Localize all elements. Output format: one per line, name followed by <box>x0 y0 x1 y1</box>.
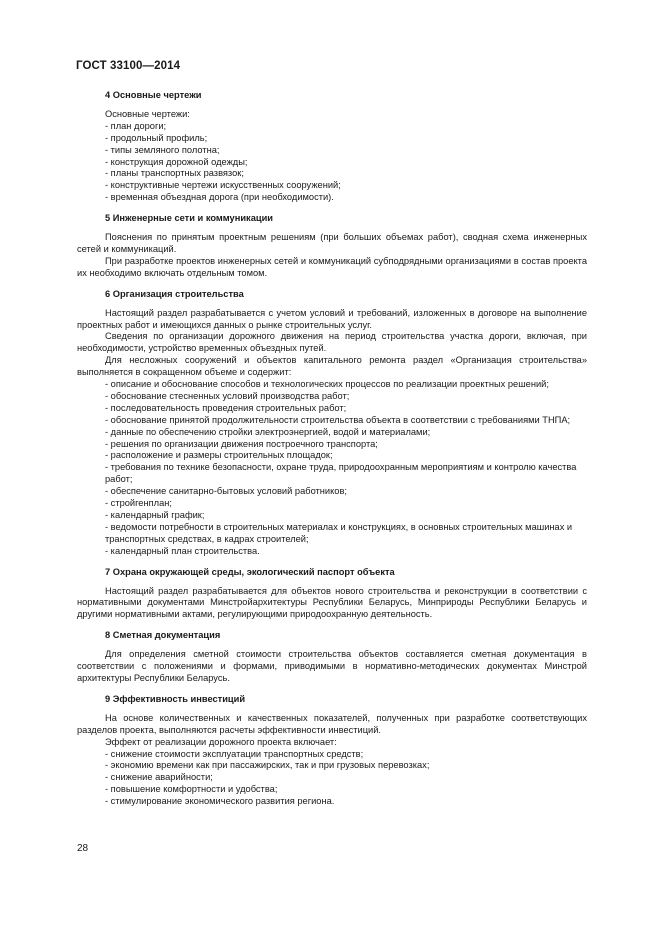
section-heading: 5 Инженерные сети и коммуникации <box>105 213 274 224</box>
section-lead: Эффект от реализации дорожного проекта включает: <box>105 736 337 747</box>
paragraphs <box>77 713 587 737</box>
paragraph: При разработке проектов инженерных сетей и коммуникаций субподрядными организациями в состав проекта их необходимо включать отдельным томом. <box>77 255 587 278</box>
document-code: ГОСТ 33100—2014 <box>76 60 181 72</box>
page-number: 28 <box>77 843 89 854</box>
list-item: - стимулирование экономического развития региона. <box>105 796 335 807</box>
list-item: - требования по технике безопасности, охране труда, природоохранным мероприятиям и контролю качества работ; <box>105 462 577 485</box>
section-heading: 9 Эффективность инвестиций <box>105 693 246 704</box>
paragraph: На основе количественных и качественных показателей, полученных при разработке соответствующих разделов проекта, выполняются расчеты эффективности инвестиций. <box>77 712 587 735</box>
list-item: - календарный график; <box>105 510 205 520</box>
list-item: - решения по организации движения построечного транспорта; <box>105 438 378 449</box>
list-item: - временная объездная дорога (при необходимости). <box>105 192 334 203</box>
list-item: - стройгенплан; <box>105 498 172 509</box>
list-item: - данные по обеспечению стройки электроэнергией, водой и материалами; <box>105 426 431 437</box>
paragraphs <box>77 232 587 280</box>
section-environment-protection <box>77 567 587 622</box>
section-heading: 8 Сметная документация <box>105 630 221 641</box>
drawings-list <box>77 121 587 204</box>
effects-list <box>77 749 587 809</box>
list-item: - повышение комфортности и удобства; <box>105 784 278 795</box>
section-heading: 4 Основные чертежи <box>105 90 202 100</box>
paragraph: Настоящий раздел разрабатывается для объектов нового строительства и реконструкции в соответствии с нормативными документами Минстройархитектуры Республики Беларусь, Минприроды Республики Беларусь и другими нормативными актами, регулирующими природоохранную деятельность. <box>77 585 587 620</box>
paragraph: Пояснения по принятым проектным решениям (при больших объемах работ), сводная схема инженерных сетей и коммуникаций. <box>77 232 587 254</box>
list-item: - планы транспортных развязок; <box>105 168 244 179</box>
paragraphs <box>77 586 587 622</box>
paragraphs <box>77 649 587 685</box>
section-heading: 7 Охрана окружающей среды, экологический паспорт объекта <box>105 566 395 577</box>
construction-items-list <box>77 379 587 558</box>
list-item: - обоснование стесненных условий производства работ; <box>105 390 350 401</box>
section-estimate-documentation <box>77 630 587 685</box>
list-item: - экономию времени как при пассажирских, так и при грузовых перевозках; <box>105 760 430 771</box>
section-lead: Основные чертежи: <box>105 108 190 119</box>
list-item: - конструктивные чертежи искусственных сооружений; <box>105 180 341 191</box>
section-investment-efficiency <box>77 694 587 808</box>
list-item: - календарный план строительства. <box>105 545 260 556</box>
section-heading: 6 Организация строительства <box>105 288 244 299</box>
list-item: - описание и обоснование способов и технологических процессов по реализации проектных решений; <box>105 379 549 390</box>
list-item: - снижение стоимости эксплуатации транспортных средств; <box>105 748 364 759</box>
section-main-drawings <box>77 90 587 204</box>
list-item: - конструкция дорожной одежды; <box>105 156 248 167</box>
page-body <box>77 90 587 817</box>
list-item: - типы земляного полотна; <box>105 144 220 155</box>
list-item: - ведомости потребности в строительных материалах и конструкциях, в основных строительных машинах и транспортных средствах, в кадрах строителей; <box>105 521 573 544</box>
list-item: - последовательность проведения строительных работ; <box>105 402 347 413</box>
list-item: - обоснование принятой продолжительности строительства объекта в соответствии с требованиями ТНПА; <box>105 414 571 425</box>
paragraphs <box>77 308 587 379</box>
list-item: - расположение и размеры строительных площадок; <box>105 450 333 461</box>
paragraph: Для определения сметной стоимости строительства объектов составляется сметная документация в соответствии с положениями и формами, приводимыми в нормативно-методических документах Минстрой архитектуры Республики Беларусь. <box>77 649 587 683</box>
list-item: - продольный профиль; <box>105 132 208 143</box>
list-item: - снижение аварийности; <box>105 772 213 783</box>
list-item: - план дороги; <box>105 120 167 131</box>
list-item: - обеспечение санитарно-бытовых условий работников; <box>105 486 347 497</box>
section-construction-organization <box>77 289 587 558</box>
paragraph: Сведения по организации дорожного движения на период строительства участка дороги, включая, при необходимости, устройство временных объездных путей. <box>77 331 587 354</box>
section-engineering-networks <box>77 213 587 280</box>
paragraph: Настоящий раздел разрабатывается с учетом условий и требований, изложенных в договоре на выполнение проектных работ и имеющихся данных о рынке строительных услуг. <box>77 307 587 330</box>
paragraph: Для несложных сооружений и объектов капитального ремонта раздел «Организация строительства» выполняется в сокращенном объеме и содержит: <box>77 355 587 378</box>
